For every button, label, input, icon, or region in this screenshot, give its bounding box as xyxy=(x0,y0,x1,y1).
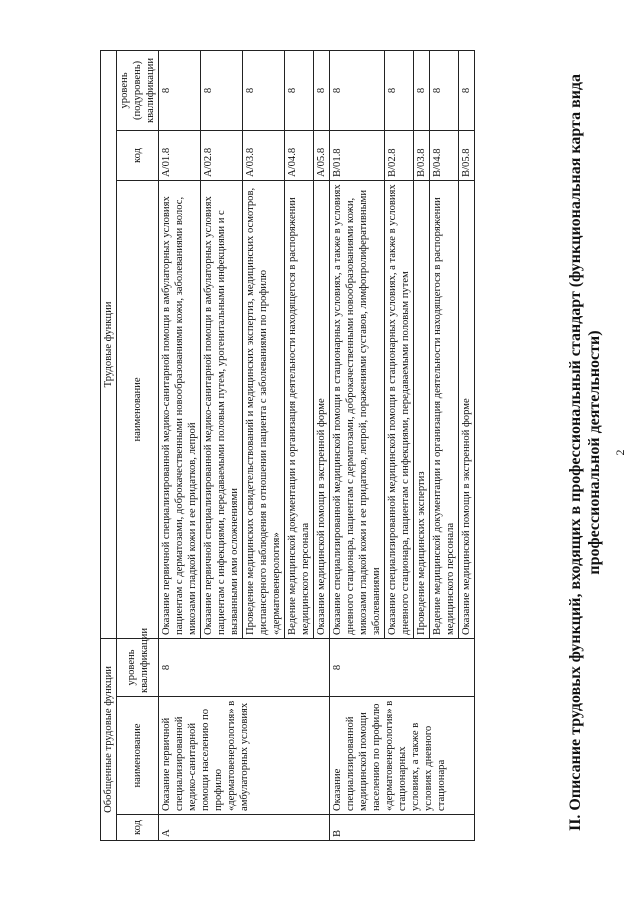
header-function-code: код xyxy=(117,130,159,180)
page-title xyxy=(566,0,604,905)
header-row-2 xyxy=(117,50,159,840)
function-name: Оказание специализированной медицинской помощи в стационарных условиях, а также в условиях дневного стационара, пациентам с дерматозами, доброкачественными новообразованиями кожи, микозами гладкой кожи и ее придатков, лепрой, поражениями суставов, лимфопролиферативными заболеваниями xyxy=(330,180,385,638)
function-name: Оказание специализированной медицинской помощи в стационарных условиях, а также в условиях дневного стационара, пациентам с инфекциями, передаваемыми половым путем xyxy=(385,180,414,638)
gf-code: А xyxy=(159,815,330,841)
header-labor-functions: Трудовые функции xyxy=(101,50,117,638)
function-level: 8 xyxy=(159,50,201,130)
title-line-2: профессиональной деятельности) xyxy=(586,330,603,575)
header-name: наименование xyxy=(117,697,159,815)
header-sublevel: уровень (подуровень) квалификации xyxy=(117,50,159,130)
function-code: A/02.8 xyxy=(201,130,243,180)
function-name: Оказание первичной специализированной медико-санитарной помощи в амбулаторных условиях пациентам с инфекциями, передаваемыми половым путем, урогенитальными инфекциями и с вызванными ими осложнениями xyxy=(201,180,243,638)
function-level: 8 xyxy=(314,50,330,130)
function-level: 8 xyxy=(285,50,314,130)
function-code: B/05.8 xyxy=(459,130,475,180)
gf-name: Оказание первичной специализированной медико-санитарной помощи населению по профилю «дерматовенерология» в амбулаторных условиях xyxy=(159,697,330,815)
header-level: уровень квалификации xyxy=(117,638,159,696)
table-row xyxy=(159,50,201,840)
function-code: B/02.8 xyxy=(385,130,414,180)
functions-table xyxy=(100,50,475,841)
function-level: 8 xyxy=(201,50,243,130)
function-name: Оказание медицинской помощи в экстренной форме xyxy=(314,180,330,638)
header-row-1 xyxy=(101,50,117,840)
function-code: A/04.8 xyxy=(285,130,314,180)
function-level: 8 xyxy=(243,50,285,130)
page-number: 2 xyxy=(613,449,627,456)
header-function-name: наименование xyxy=(117,180,159,638)
table-row xyxy=(330,50,385,840)
function-name: Оказание первичной специализированной медико-санитарной помощи в амбулаторных условиях пациентам с дерматозами, доброкачественными новообразованиями кожи, заболеваниями волос, микозами гладкой кожи и ее придатков, лепрой xyxy=(159,180,201,638)
function-code: A/03.8 xyxy=(243,130,285,180)
function-code: B/01.8 xyxy=(330,130,385,180)
function-name: Ведение медицинской документации и организация деятельности находящегося в распоряжении медицинского персонала xyxy=(430,180,459,638)
function-level: 8 xyxy=(330,50,385,130)
function-level: 8 xyxy=(430,50,459,130)
title-line-1: II. Описание трудовых функций, входящих в профессиональный стандарт (функциональная карта вида xyxy=(567,73,584,832)
function-level: 8 xyxy=(385,50,414,130)
function-level: 8 xyxy=(459,50,475,130)
header-code: код xyxy=(117,815,159,841)
function-code: A/05.8 xyxy=(314,130,330,180)
function-name: Проведение медицинских экспертиз xyxy=(414,180,430,638)
gf-name: Оказание специализированной медицинской помощи населению по профилю «дерматовенерология» в стационарных условиях, а также в условиях дневного стационара xyxy=(330,697,475,815)
gf-level: 8 xyxy=(330,638,475,696)
function-code: B/04.8 xyxy=(430,130,459,180)
gf-level: 8 xyxy=(159,638,330,696)
function-name: Оказание медицинской помощи в экстренной форме xyxy=(459,180,475,638)
gf-code: В xyxy=(330,815,475,841)
function-level: 8 xyxy=(414,50,430,130)
function-code: B/03.8 xyxy=(414,130,430,180)
function-name: Проведение медицинских освидетельствований и медицинских экспертиз, медицинских осмотров, диспансерного наблюдения в отношении пациента с заболеваниями по профилю «дерматовенерология» xyxy=(243,180,285,638)
function-code: A/01.8 xyxy=(159,130,201,180)
function-name: Ведение медицинской документации и организация деятельности находящегося в распоряжении медицинского персонала xyxy=(285,180,314,638)
header-generalized: Обобщенные трудовые функции xyxy=(101,638,117,840)
